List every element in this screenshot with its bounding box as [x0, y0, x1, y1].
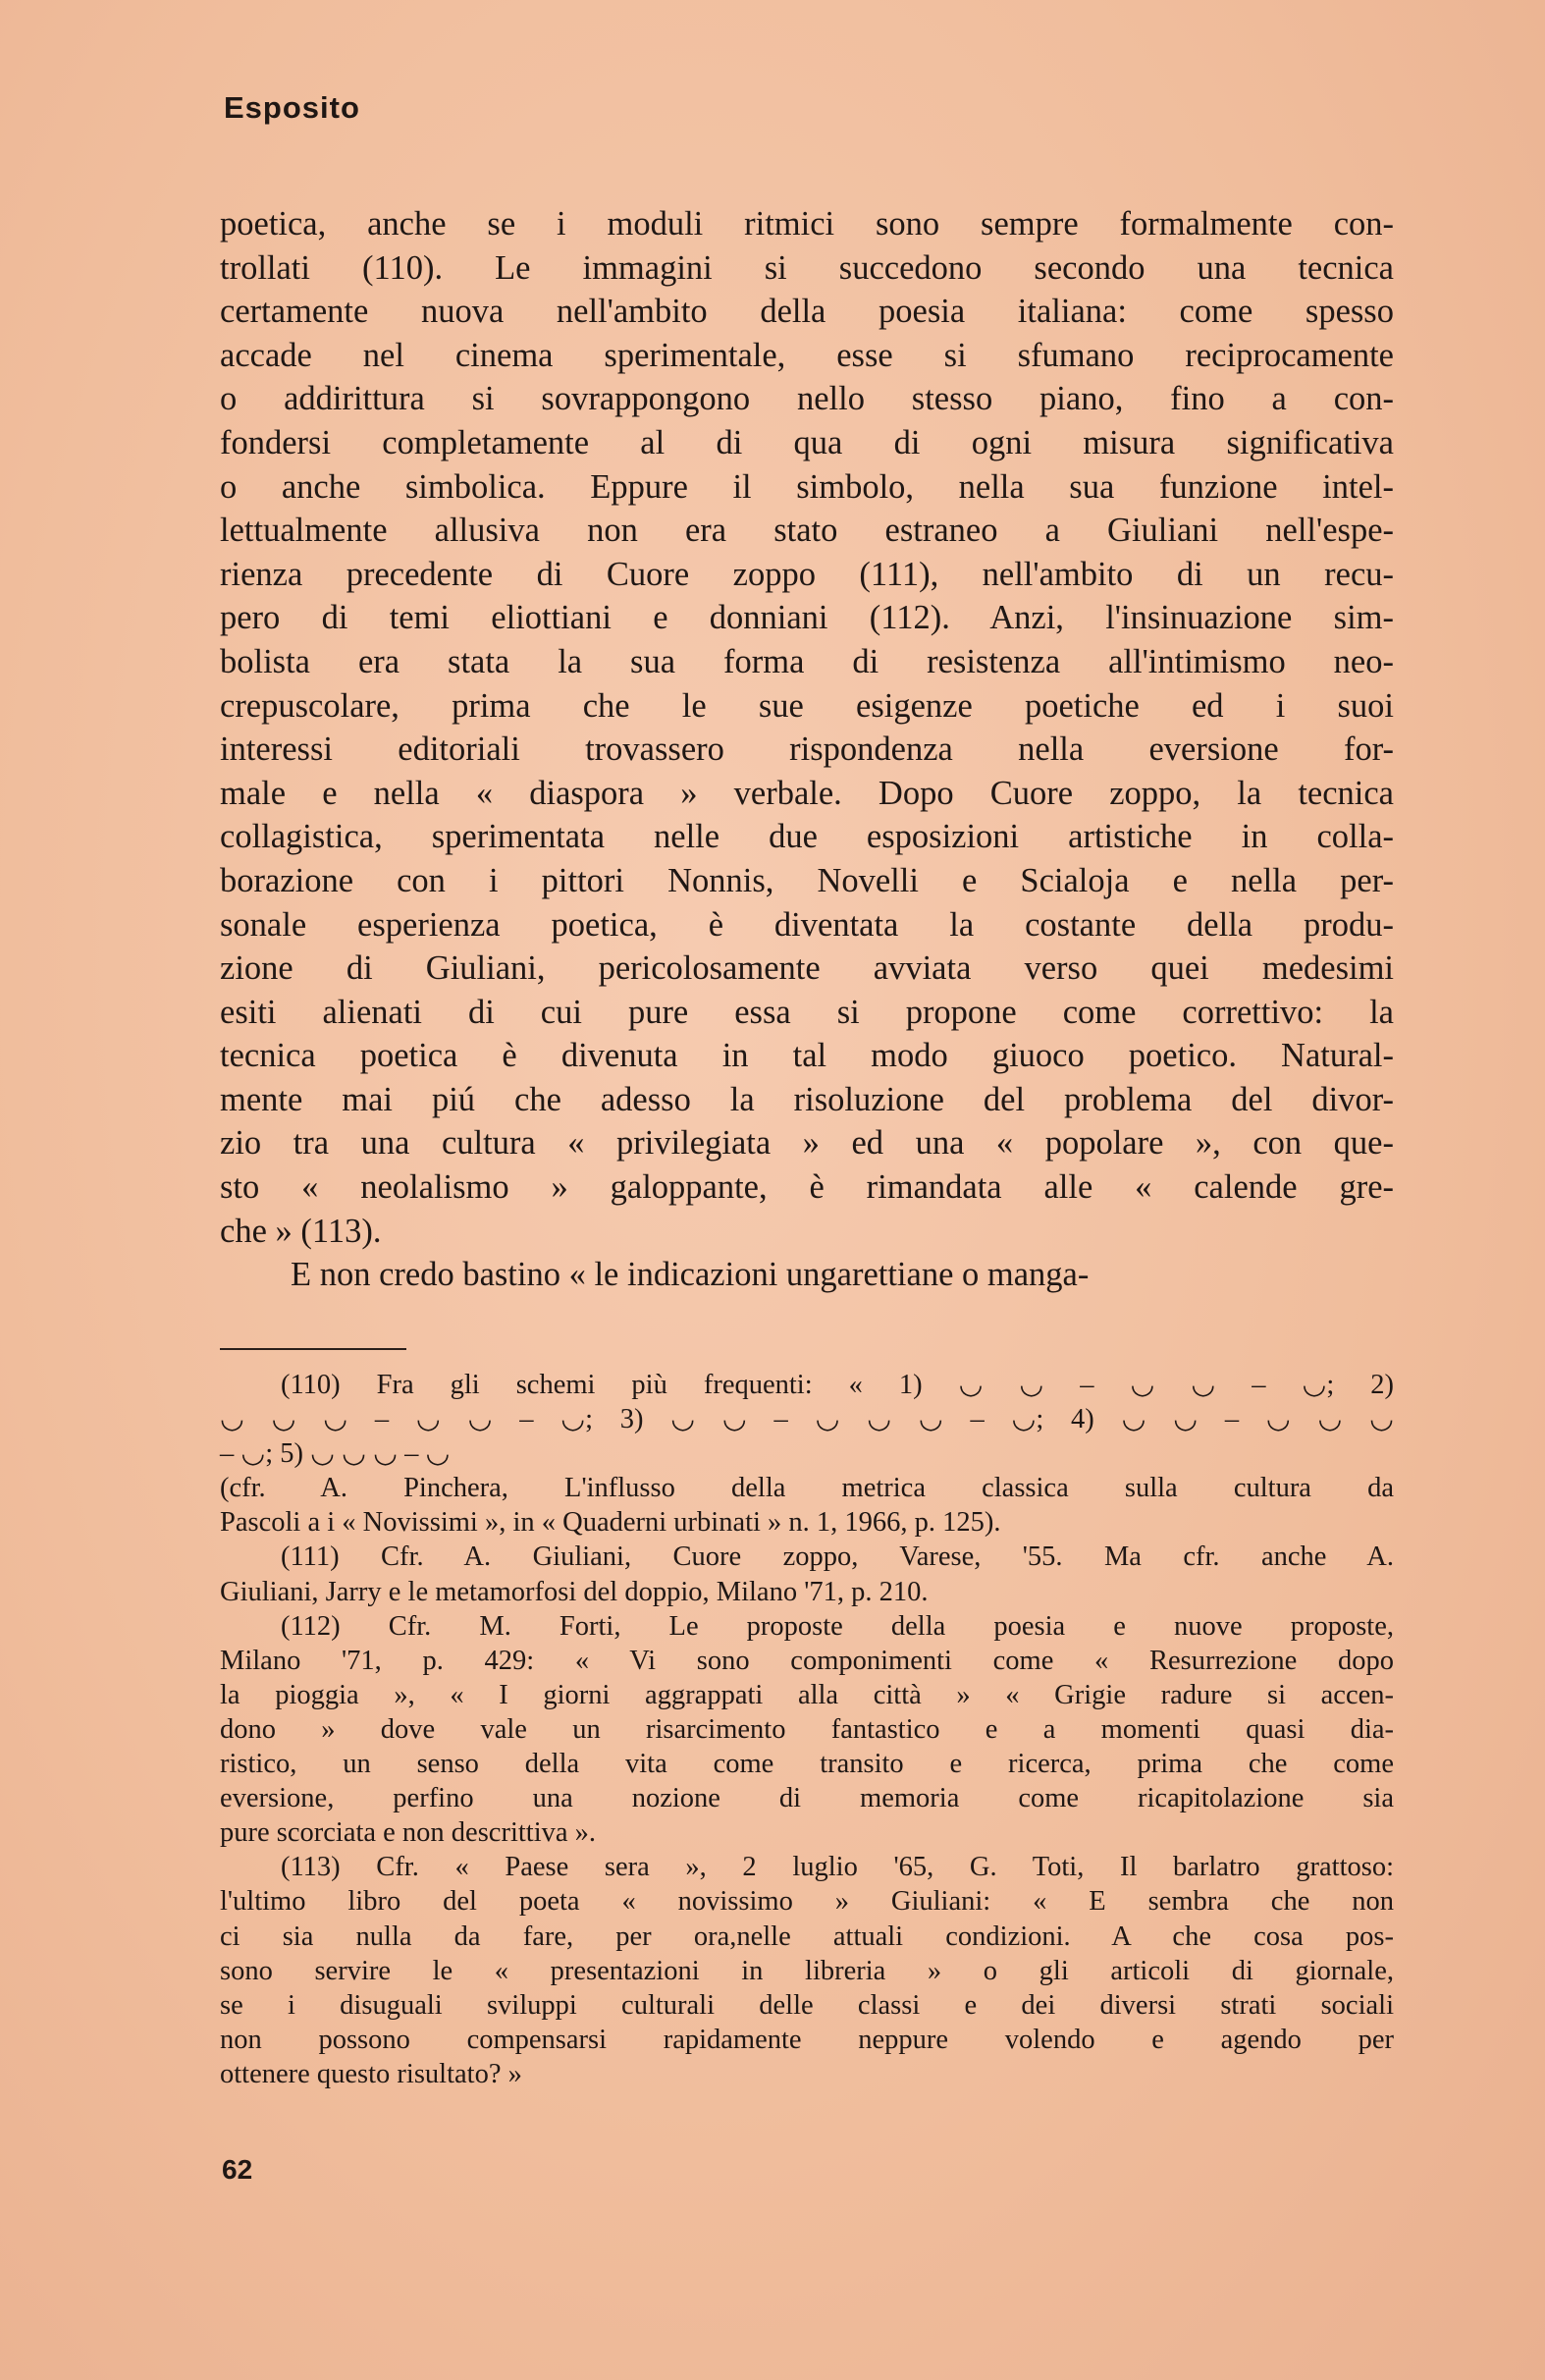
- text-line: bolista era stata la sua forma di resistenza all'intimismo neo-: [220, 642, 1394, 680]
- text-line: interessi editoriali trovassero rispondenza nella eversione for-: [220, 730, 1394, 769]
- footnote-line: l'ultimo libro del poeta « novissimo » Giuliani: « E sembra che non: [220, 1886, 1394, 1918]
- text-line: borazione con i pittori Nonnis, Novelli e Scialoja e nella per-: [220, 861, 1394, 899]
- footnote-rule: [220, 1348, 406, 1350]
- footnote-line: pure scorciata e non descrittiva ».: [220, 1817, 597, 1849]
- footnote-line: Pascoli a i « Novissimi », in « Quaderni urbinati » n. 1, 1966, p. 125).: [220, 1507, 1001, 1539]
- text-line: zio tra una cultura « privilegiata » ed una « popolare », con que-: [220, 1124, 1394, 1163]
- footnote-line: ottenere questo risultato? »: [220, 2058, 522, 2089]
- text-line: che » (113).: [220, 1212, 382, 1250]
- text-line: male e nella « diaspora » verbale. Dopo Cuore zoppo, la tecnica: [220, 774, 1394, 812]
- text-line: mente mai piú che adesso la risoluzione del problema del divor-: [220, 1080, 1394, 1118]
- footnotes: [220, 1368, 1394, 2091]
- footnote-line: ◡ ◡ ◡ – ◡ ◡ – ◡; 3) ◡ ◡ – ◡ ◡ ◡ – ◡; 4) ◡ ◡ – ◡ ◡ ◡: [220, 1404, 1394, 1435]
- text-line: trollati (110). Le immagini si succedono secondo una tecnica: [220, 248, 1394, 287]
- footnote-line: – ◡; 5) ◡ ◡ ◡ – ◡: [220, 1438, 451, 1470]
- footnote-line: (113) Cfr. « Paese sera », 2 luglio '65, G. Toti, Il barlatro grattoso:: [281, 1852, 1394, 1883]
- text-line: zione di Giuliani, pericolosamente avviata verso quei medesimi: [220, 949, 1394, 988]
- text-line: pero di temi eliottiani e donniani (112). Anzi, l'insinuazione sim-: [220, 599, 1394, 637]
- footnote-line: Giuliani, Jarry e le metamorfosi del doppio, Milano '71, p. 210.: [220, 1576, 929, 1607]
- text-line: crepuscolare, prima che le sue esigenze poetiche ed i suoi: [220, 686, 1394, 725]
- footnote-line: ristico, un senso della vita come transito e ricerca, prima che come: [220, 1749, 1394, 1780]
- footnote-line: dono » dove vale un risarcimento fantastico e a momenti quasi dia-: [220, 1713, 1394, 1745]
- text-line: o anche simbolica. Eppure il simbolo, nella sua funzione intel-: [220, 467, 1394, 506]
- footnote-line: sono servire le « presentazioni in libreria » o gli articoli di giornale,: [220, 1955, 1394, 1986]
- footnote-line: non possono compensarsi rapidamente neppure volendo e agendo per: [220, 2024, 1394, 2055]
- footnote-line: (110) Fra gli schemi più frequenti: « 1) ◡ ◡ – ◡ ◡ – ◡; 2): [281, 1370, 1394, 1400]
- text-line: esiti alienati di cui pure essa si propone come correttivo: la: [220, 993, 1394, 1031]
- footnote-line: ci sia nulla da fare, per ora,nelle attuali condizioni. A che cosa pos-: [220, 1920, 1394, 1952]
- running-header: Esposito: [224, 90, 360, 125]
- page-number: 62: [222, 2154, 253, 2185]
- footnote-line: se i disuguali sviluppi culturali delle classi e dei diversi strati sociali: [220, 1989, 1394, 2021]
- footnote-line: la pioggia », « I giorni aggrappati alla città » « Grigie radure si accen-: [220, 1679, 1394, 1710]
- text-line: sonale esperienza poetica, è diventata la costante della produ-: [220, 905, 1394, 944]
- text-line: fondersi completamente al di qua di ogni misura significativa: [220, 423, 1394, 461]
- text-line: o addirittura si sovrappongono nello stesso piano, fino a con-: [220, 380, 1394, 418]
- footnote-line: (111) Cfr. A. Giuliani, Cuore zoppo, Varese, '55. Ma cfr. anche A.: [281, 1542, 1394, 1573]
- text-line: poetica, anche se i moduli ritmici sono sempre formalmente con-: [220, 205, 1394, 243]
- main-text: [220, 202, 1394, 1297]
- footnote-line: (cfr. A. Pinchera, L'influsso della metrica classica sulla cultura da: [220, 1473, 1394, 1504]
- text-line: lettualmente allusiva non era stato estraneo a Giuliani nell'espe-: [220, 512, 1394, 550]
- text-line: tecnica poetica è divenuta in tal modo giuoco poetico. Natural-: [220, 1037, 1394, 1075]
- text-line: rienza precedente di Cuore zoppo (111), nell'ambito di un recu-: [220, 555, 1394, 593]
- footnote-line: (112) Cfr. M. Forti, Le proposte della poesia e nuove proposte,: [281, 1610, 1394, 1642]
- footnote-line: eversione, perfino una nozione di memoria come ricapitolazione sia: [220, 1783, 1394, 1814]
- text-line: collagistica, sperimentata nelle due esposizioni artistiche in colla-: [220, 818, 1394, 856]
- footnote-line: Milano '71, p. 429: « Vi sono componimenti come « Resurrezione dopo: [220, 1645, 1394, 1676]
- text-line: certamente nuova nell'ambito della poesia italiana: come spesso: [220, 293, 1394, 331]
- text-line: E non credo bastino « le indicazioni ungarettiane o manga-: [291, 1256, 1090, 1294]
- text-line: sto « neolalismo » galoppante, è rimandata alle « calende gre-: [220, 1168, 1394, 1207]
- text-line: accade nel cinema sperimentale, esse si sfumano reciprocamente: [220, 336, 1394, 374]
